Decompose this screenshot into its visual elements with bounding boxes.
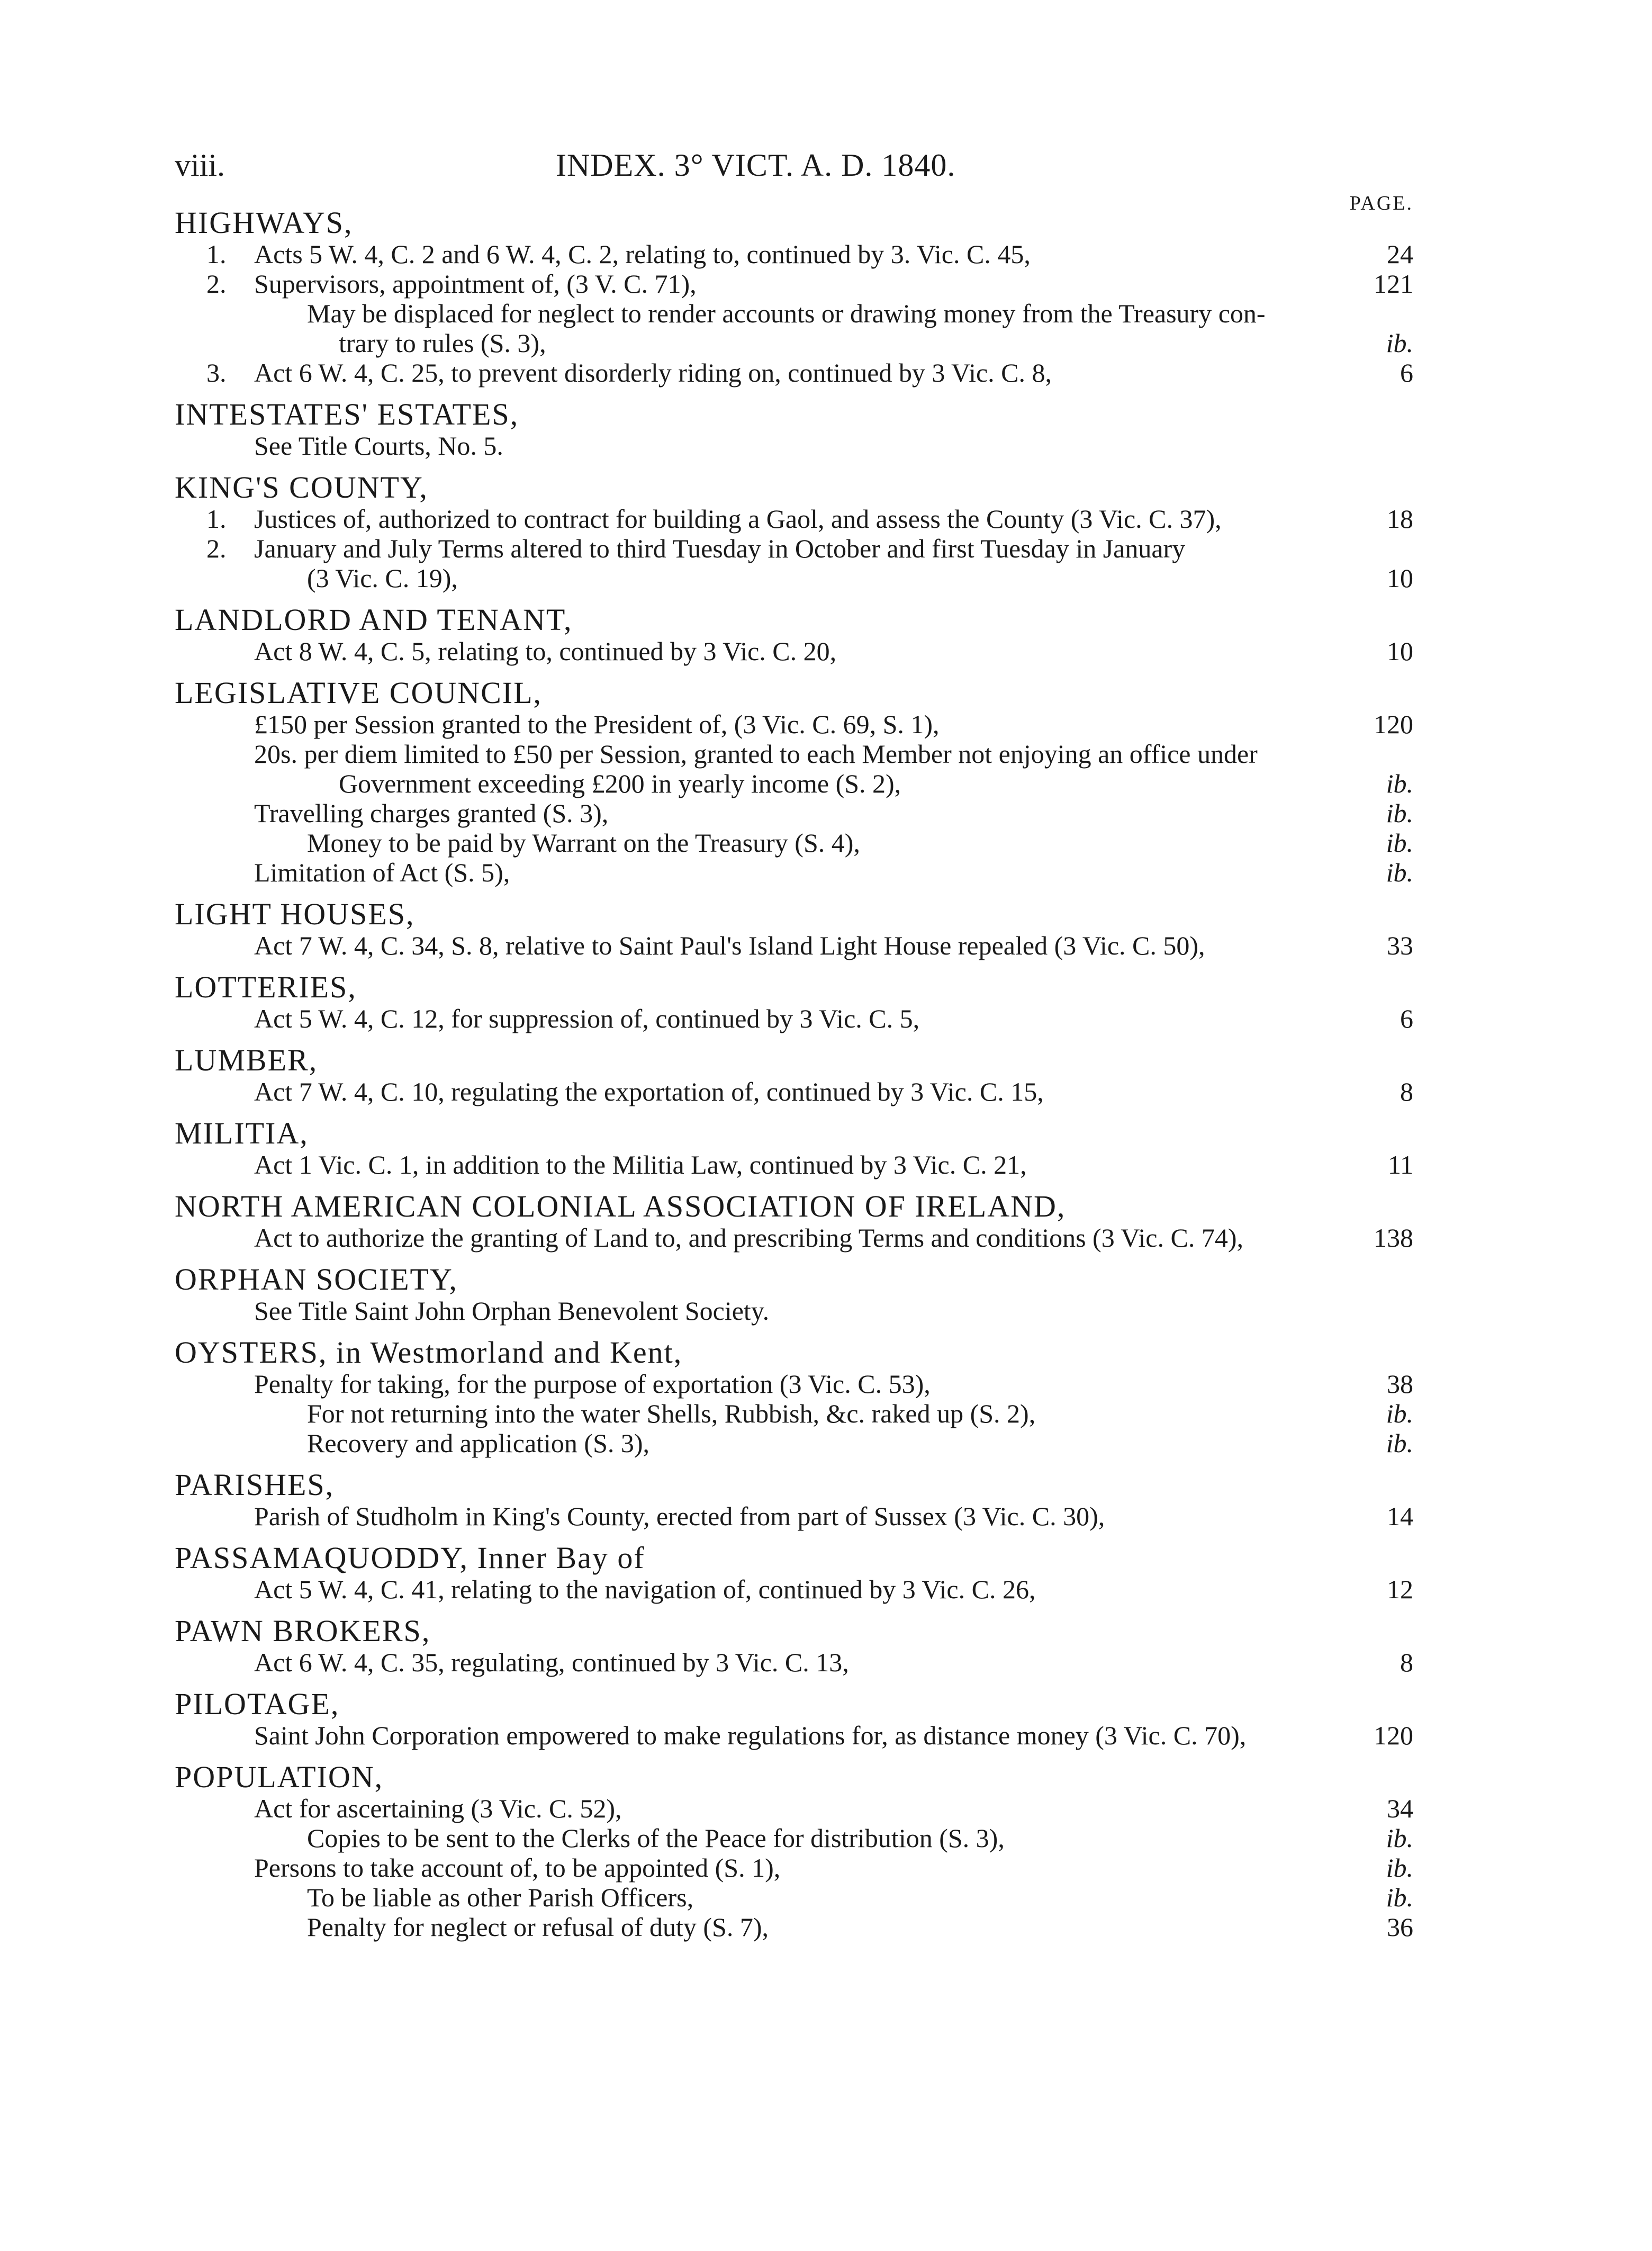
entry-page-number: 33: [1387, 931, 1413, 960]
entry-page-number: 18: [1387, 504, 1413, 534]
entry-text: Government exceeding £200 in yearly income (S. 2),: [339, 769, 901, 798]
entry-page-number: 11: [1387, 1150, 1413, 1179]
entry-text: For not returning into the water Shells, Rubbish, &c. raked up (S. 2),: [307, 1399, 1036, 1428]
section-heading: OYSTERS, in Westmorland and Kent,: [175, 1335, 683, 1370]
index-section: [175, 1117, 1413, 1179]
entry-text: Act 7 W. 4, C. 10, regulating the exportation of, continued by 3 Vic. C. 15,: [254, 1077, 1044, 1106]
entry-page-number: 36: [1387, 1912, 1413, 1942]
index-entry: [175, 1721, 1413, 1750]
section-heading: POPULATION,: [175, 1760, 384, 1794]
index-entry: [175, 739, 1413, 769]
entry-text: trary to rules (S. 3),: [339, 328, 546, 358]
index-section: [175, 971, 1413, 1033]
index-entry: [175, 1574, 1413, 1604]
entry-page-number: 38: [1387, 1369, 1413, 1399]
entry-page-number: 138: [1374, 1223, 1413, 1253]
entry-page-number: ib.: [1386, 858, 1413, 887]
index-entry: [175, 269, 1413, 299]
index-entry: [175, 1428, 1413, 1458]
entry-text: 20s. per diem limited to £50 per Session, granted to each Member not enjoying an office under: [254, 739, 1258, 769]
index-entry: [175, 709, 1413, 739]
section-heading: LUMBER,: [175, 1043, 318, 1077]
entry-text: See Title Saint John Orphan Benevolent Society.: [254, 1296, 770, 1326]
entry-text: £150 per Session granted to the President of, (3 Vic. C. 69, S. 1),: [254, 709, 940, 739]
entry-page-number: ib.: [1386, 798, 1413, 828]
entry-text: Act to authorize the granting of Land to, and prescribing Terms and conditions (3 Vic. C. 74),: [254, 1223, 1243, 1253]
entry-page-number: 10: [1387, 636, 1413, 666]
entry-page-number: 120: [1374, 1721, 1413, 1750]
running-title: INDEX. 3° VICT. A. D. 1840.: [556, 148, 956, 183]
index-entry: [175, 1223, 1413, 1253]
entry-page-number: 14: [1387, 1501, 1413, 1531]
entry-text: Supervisors, appointment of, (3 V. C. 71),: [254, 269, 697, 299]
entry-text: Travelling charges granted (S. 3),: [254, 798, 609, 828]
entry-page-number: ib.: [1386, 1883, 1413, 1912]
index-entry: [175, 828, 1413, 858]
index-entry: [175, 1647, 1413, 1677]
index-section: [175, 1263, 1413, 1326]
index-entry: [175, 358, 1413, 388]
entry-text: Penalty for neglect or refusal of duty (S. 7),: [307, 1912, 769, 1942]
section-heading: LANDLORD AND TENANT,: [175, 602, 573, 637]
page-header: [175, 147, 1413, 214]
entry-text: May be displaced for neglect to render accounts or drawing money from the Treasury con-: [307, 299, 1266, 328]
index-section: [175, 604, 1413, 666]
entry-text: Copies to be sent to the Clerks of the Peace for distribution (S. 3),: [307, 1823, 1005, 1853]
index-entry: [175, 1853, 1413, 1883]
index-section: [175, 1190, 1413, 1253]
entry-text: Limitation of Act (S. 5),: [254, 858, 510, 887]
entry-page-number: 120: [1374, 709, 1413, 739]
entry-text: Act 5 W. 4, C. 12, for suppression of, continued by 3 Vic. C. 5,: [254, 1004, 920, 1033]
index-entry: [175, 563, 1413, 593]
index-entry: [175, 299, 1413, 328]
section-heading: PILOTAGE,: [175, 1687, 340, 1721]
index-section: [175, 1044, 1413, 1106]
folio-number: viii.: [175, 148, 225, 183]
entry-text: Persons to take account of, to be appointed (S. 1),: [254, 1853, 781, 1883]
index-section: [175, 677, 1413, 887]
index-entry: [175, 1912, 1413, 1942]
entry-text: To be liable as other Parish Officers,: [307, 1883, 694, 1912]
entry-page-number: ib.: [1386, 1853, 1413, 1883]
index-section: [175, 1469, 1413, 1531]
index-entry: [175, 504, 1413, 534]
entry-text: Parish of Studholm in King's County, erected from part of Sussex (3 Vic. C. 30),: [254, 1501, 1105, 1531]
index-entry: [175, 1823, 1413, 1853]
entry-page-number: ib.: [1386, 1823, 1413, 1853]
index-section: [175, 1688, 1413, 1750]
section-heading: INTESTATES' ESTATES,: [175, 397, 519, 431]
entry-number: 2.: [206, 269, 227, 299]
section-heading: LIGHT HOUSES,: [175, 897, 415, 931]
section-heading: ORPHAN SOCIETY,: [175, 1262, 458, 1296]
entry-page-number: 8: [1400, 1647, 1413, 1677]
entry-page-number: 121: [1374, 269, 1413, 299]
section-heading: LEGISLATIVE COUNCIL,: [175, 676, 543, 710]
entry-text: Act for ascertaining (3 Vic. C. 52),: [254, 1794, 622, 1823]
index-entry: [175, 1501, 1413, 1531]
section-heading: LOTTERIES,: [175, 970, 357, 1004]
index-entry: [175, 798, 1413, 828]
index-section: [175, 1542, 1413, 1604]
page-column-heading: PAGE.: [1349, 192, 1413, 214]
entry-number: 1.: [206, 239, 227, 269]
index-entry: [175, 931, 1413, 960]
index-entry: [175, 239, 1413, 269]
index-entry: [175, 1150, 1413, 1179]
index-entry: [175, 858, 1413, 887]
entry-text: See Title Courts, No. 5.: [254, 431, 503, 461]
section-heading: KING'S COUNTY,: [175, 470, 428, 505]
entry-text: Act 6 W. 4, C. 35, regulating, continued by 3 Vic. C. 13,: [254, 1647, 849, 1677]
entry-text: (3 Vic. C. 19),: [307, 563, 458, 593]
index-entry: [175, 1369, 1413, 1399]
section-heading: PASSAMAQUODDY, Inner Bay of: [175, 1541, 645, 1575]
entry-text: January and July Terms altered to third Tuesday in October and first Tuesday in January: [254, 534, 1186, 563]
index-section: [175, 1615, 1413, 1677]
entry-text: Penalty for taking, for the purpose of exportation (3 Vic. C. 53),: [254, 1369, 931, 1399]
entry-text: Recovery and application (S. 3),: [307, 1428, 650, 1458]
entry-page-number: 24: [1387, 239, 1413, 269]
entry-page-number: ib.: [1386, 828, 1413, 858]
entry-text: Acts 5 W. 4, C. 2 and 6 W. 4, C. 2, relating to, continued by 3. Vic. C. 45,: [254, 239, 1031, 269]
entry-text: Money to be paid by Warrant on the Treasury (S. 4),: [307, 828, 860, 858]
entry-page-number: 10: [1387, 563, 1413, 593]
index-entry: [175, 636, 1413, 666]
section-heading: PARISHES,: [175, 1467, 335, 1502]
index-entry: [175, 1296, 1413, 1326]
section-heading: MILITIA,: [175, 1116, 309, 1150]
index-section: [175, 1761, 1413, 1942]
entry-page-number: ib.: [1386, 1428, 1413, 1458]
entry-page-number: ib.: [1386, 769, 1413, 798]
entry-text: Act 5 W. 4, C. 41, relating to the navigation of, continued by 3 Vic. C. 26,: [254, 1574, 1036, 1604]
entry-page-number: 6: [1400, 358, 1413, 388]
section-heading: PAWN BROKERS,: [175, 1614, 431, 1648]
entry-page-number: 12: [1387, 1574, 1413, 1604]
index-entry: [175, 1077, 1413, 1106]
index-section: [175, 206, 1413, 388]
entry-text: Act 7 W. 4, C. 34, S. 8, relative to Saint Paul's Island Light House repealed (3 Vic. C. 50),: [254, 931, 1205, 960]
index-entry: [175, 1883, 1413, 1912]
index-list: [175, 206, 1413, 1952]
entry-number: 2.: [206, 534, 227, 563]
entry-page-number: 8: [1400, 1077, 1413, 1106]
entry-number: 3.: [206, 358, 227, 388]
entry-page-number: 34: [1387, 1794, 1413, 1823]
index-section: [175, 471, 1413, 593]
index-entry: [175, 328, 1413, 358]
index-entry: [175, 534, 1413, 563]
entry-text: Act 6 W. 4, C. 25, to prevent disorderly riding on, continued by 3 Vic. C. 8,: [254, 358, 1052, 388]
entry-page-number: 6: [1400, 1004, 1413, 1033]
index-entry: [175, 431, 1413, 461]
entry-number: 1.: [206, 504, 227, 534]
entry-text: Act 8 W. 4, C. 5, relating to, continued by 3 Vic. C. 20,: [254, 636, 837, 666]
index-section: [175, 398, 1413, 461]
section-heading: HIGHWAYS,: [175, 205, 353, 240]
index-section: [175, 1336, 1413, 1458]
index-entry: [175, 769, 1413, 798]
entry-page-number: ib.: [1386, 328, 1413, 358]
index-entry: [175, 1399, 1413, 1428]
index-section: [175, 898, 1413, 960]
entry-text: Justices of, authorized to contract for building a Gaol, and assess the County (3 Vic. C. 37),: [254, 504, 1222, 534]
entry-page-number: ib.: [1386, 1399, 1413, 1428]
entry-text: Act 1 Vic. C. 1, in addition to the Militia Law, continued by 3 Vic. C. 21,: [254, 1150, 1027, 1179]
entry-text: Saint John Corporation empowered to make regulations for, as distance money (3 Vic. C. 70),: [254, 1721, 1247, 1750]
index-entry: [175, 1004, 1413, 1033]
index-entry: [175, 1794, 1413, 1823]
section-heading: NORTH AMERICAN COLONIAL ASSOCIATION OF IRELAND,: [175, 1189, 1066, 1223]
